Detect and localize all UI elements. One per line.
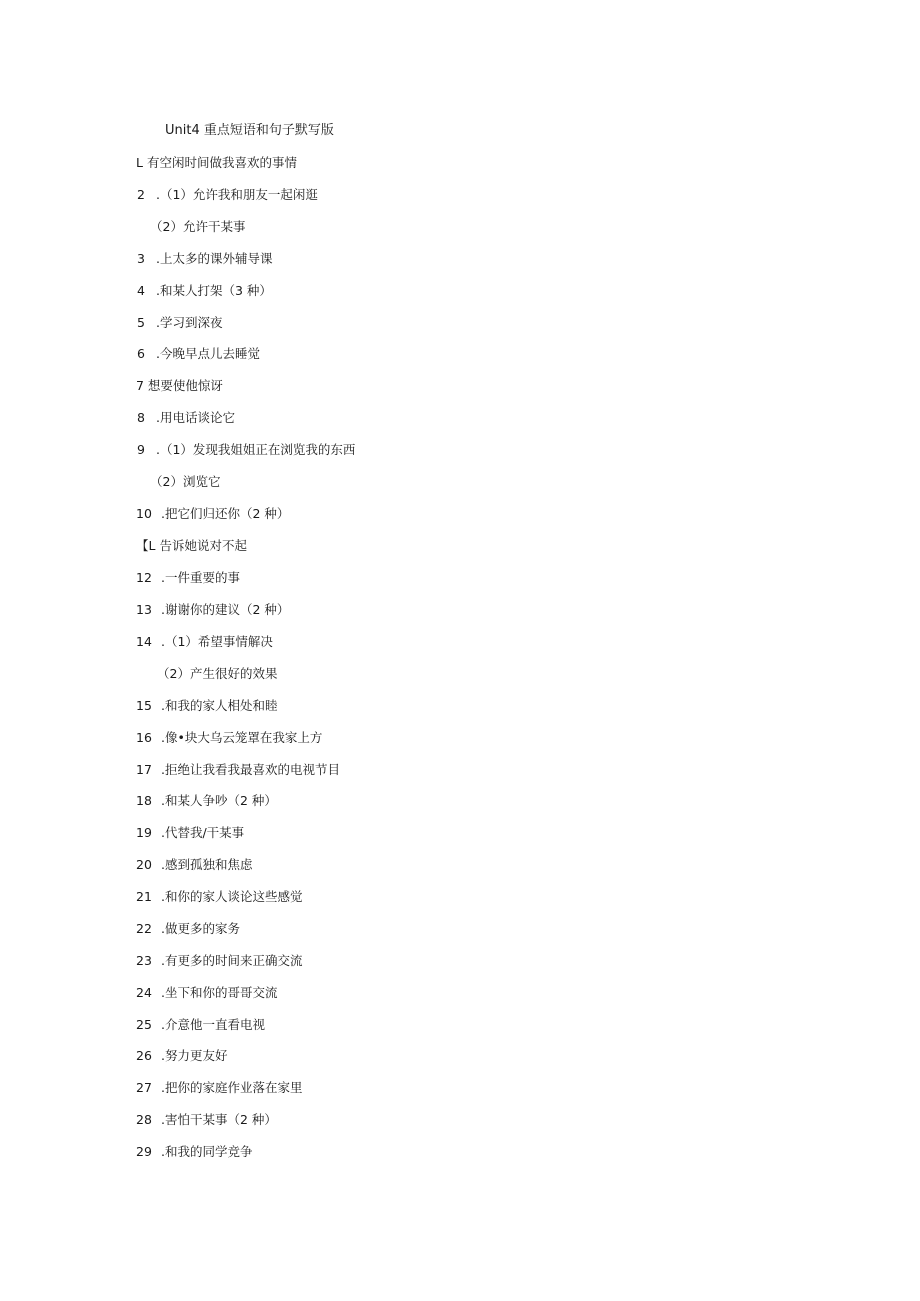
item-number: 21 <box>136 889 152 904</box>
item-text: .今晚早点儿去睡觉 <box>156 346 260 361</box>
item-number: 22 <box>136 921 152 936</box>
item-text: .感到孤独和焦虑 <box>161 857 253 872</box>
item-text: .上太多的课外辅导课 <box>156 251 273 266</box>
item-number: 14 <box>136 634 152 649</box>
item-text: 7 想要使他惊讶 <box>136 378 223 393</box>
item-text: .把你的家庭作业落在家里 <box>161 1080 303 1095</box>
item-number: 17 <box>136 762 152 777</box>
item-text: .（1）发现我姐姐正在浏览我的东西 <box>156 442 356 457</box>
item-number: 19 <box>136 825 152 840</box>
item-text: （2）产生很好的效果 <box>157 666 278 681</box>
item-text: .拒绝让我看我最喜欢的电视节目 <box>161 762 340 777</box>
item-text: .学习到深夜 <box>156 315 223 330</box>
item-text: .像•块大乌云笼罩在我家上方 <box>161 730 323 745</box>
item-number: 16 <box>136 730 152 745</box>
item-text: .和我的同学竞争 <box>161 1144 253 1159</box>
item-number: 24 <box>136 985 152 1000</box>
item-text: .坐下和你的哥哥交流 <box>161 985 278 1000</box>
item-number: 26 <box>136 1048 152 1063</box>
item-number: 12 <box>136 570 152 585</box>
item-text: 【L 告诉她说对不起 <box>136 538 247 553</box>
item-text: .一件重要的事 <box>161 570 240 585</box>
item-text: L 有空闲时间做我喜欢的事情 <box>136 155 297 170</box>
item-number: 15 <box>136 698 152 713</box>
item-number: 5 <box>137 315 145 330</box>
item-text: .有更多的时间来正确交流 <box>161 953 303 968</box>
item-number: 9 <box>137 442 145 457</box>
item-number: 6 <box>137 346 145 361</box>
item-number: 20 <box>136 857 152 872</box>
item-text: .害怕干某事（2 种） <box>161 1112 277 1127</box>
item-text: （2）允许干某事 <box>150 219 246 234</box>
item-number: 3 <box>137 251 145 266</box>
item-number: 28 <box>136 1112 152 1127</box>
item-number: 2 <box>137 187 145 202</box>
item-text: .代替我/干某事 <box>161 825 245 840</box>
document-title: Unit4 重点短语和句子默写版 <box>165 123 334 138</box>
item-number: 27 <box>136 1080 152 1095</box>
item-text: .（1）希望事情解决 <box>161 634 273 649</box>
item-text: .和你的家人谈论这些感觉 <box>161 889 303 904</box>
item-text: .和某人争吵（2 种） <box>161 793 277 808</box>
item-text: .和我的家人相处和睦 <box>161 698 278 713</box>
item-text: .和某人打架（3 种） <box>156 283 272 298</box>
item-text: .（1）允许我和朋友一起闲逛 <box>156 187 318 202</box>
item-number: 25 <box>136 1017 152 1032</box>
item-number: 18 <box>136 793 152 808</box>
item-text: .用电话谈论它 <box>156 410 235 425</box>
item-text: .努力更友好 <box>161 1048 228 1063</box>
item-text: （2）浏览它 <box>150 474 221 489</box>
item-text: .谢谢你的建议（2 种） <box>161 602 290 617</box>
item-number: 10 <box>136 506 152 521</box>
item-text: .做更多的家务 <box>161 921 240 936</box>
item-number: 29 <box>136 1144 152 1159</box>
item-text: .介意他一直看电视 <box>161 1017 265 1032</box>
item-number: 23 <box>136 953 152 968</box>
item-number: 8 <box>137 410 145 425</box>
item-number: 4 <box>137 283 145 298</box>
item-number: 13 <box>136 602 152 617</box>
item-text: .把它们归还你（2 种） <box>161 506 290 521</box>
